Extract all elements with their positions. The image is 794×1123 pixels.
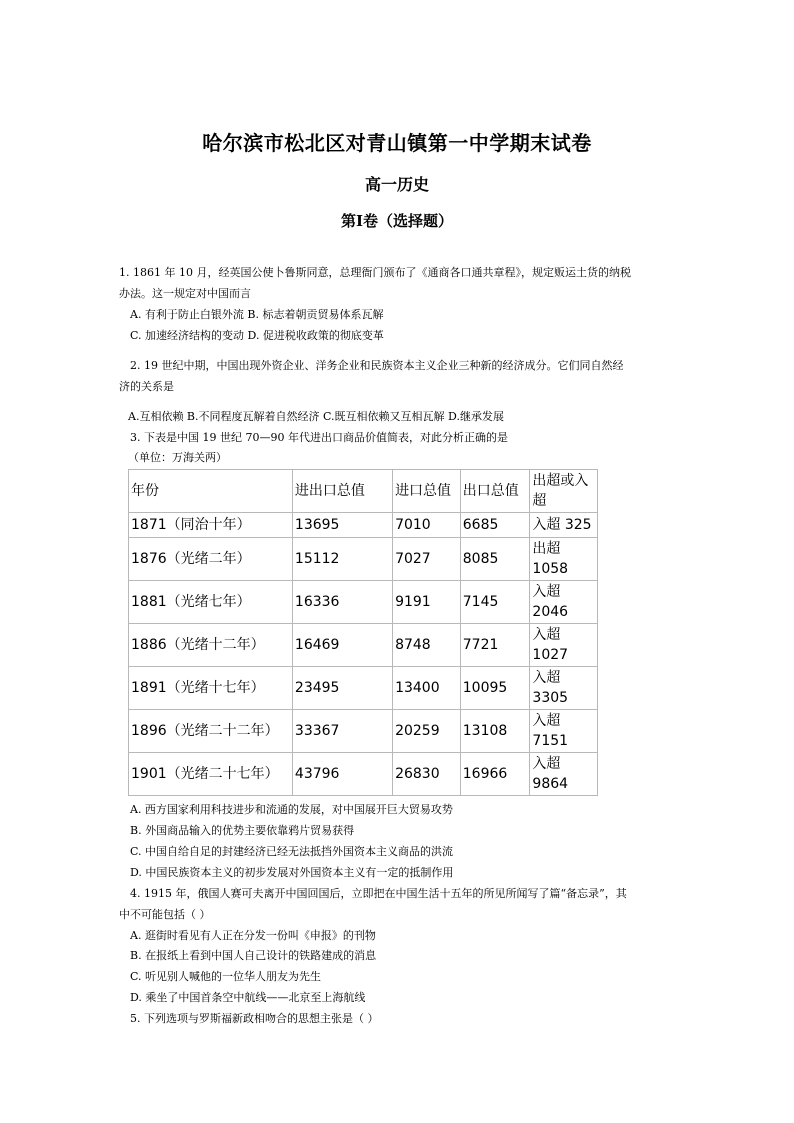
trade-value-table [128,469,598,796]
question-3-option-a: A. 西方国家利用科技进步和流通的发展，对中国展开巨大贸易攻势 [130,803,453,816]
table-row [129,667,598,710]
question-3-unit: （单位：万海关两） [128,451,227,464]
cell-export: 10095 [460,667,530,710]
cell-balance: 入超 7151 [530,710,598,753]
header-balance: 出超或入超 [530,470,598,513]
cell-total: 33367 [292,710,392,753]
cell-import: 26830 [393,753,461,796]
question-3-option-d: D. 中国民族资本主义的初步发展对外国资本主义有一定的抵制作用 [130,866,454,879]
cell-import: 9191 [393,581,461,624]
question-4-line-1: 4. 1915 年，俄国人赛可夫离开中国回国后，立即把在中国生活十五年的所见所闻写了篇“备忘录”，其 [130,887,627,900]
subject-title: 高一历史 [364,175,429,194]
cell-export: 6685 [460,513,530,538]
cell-balance: 入超 325 [530,513,598,538]
cell-year: 1881（光绪七年） [129,581,293,624]
cell-year: 1871（同治十年） [129,513,293,538]
cell-import: 7027 [393,538,461,581]
cell-total: 16336 [292,581,392,624]
header-export: 出口总值 [460,470,530,513]
question-4-option-b: B. 在报纸上看到中国人自己设计的铁路建成的消息 [130,949,377,962]
cell-export: 13108 [460,710,530,753]
question-1-line-1: 1. 1861 年 10 月，经英国公使卜鲁斯同意，总理衙门颁布了《通商各口通共章程》，规定贩运土货的纳税 [119,266,631,279]
question-2-line-2: 济的关系是 [119,380,174,393]
question-3-option-c: C. 中国自给自足的封建经济已经无法抵挡外国资本主义商品的洪流 [130,845,454,858]
cell-balance: 入超 9864 [530,753,598,796]
question-1-options-ab: A. 有利于防止白银外流 B. 标志着朝贡贸易体系瓦解 [130,308,384,321]
table-row [129,753,598,796]
exam-title: 哈尔滨市松北区对青山镇第一中学期末试卷 [202,131,592,155]
question-2-line-1: 2. 19 世纪中期，中国出现外资企业、洋务企业和民族资本主义企业三种新的经济成分。它们同自然经 [130,359,624,372]
question-1-line-2: 办法。这一规定对中国而言 [119,287,251,300]
table-row [129,581,598,624]
table-row [129,624,598,667]
question-4-line-2: 中不可能包括（ ） [119,908,211,921]
cell-import: 20259 [393,710,461,753]
cell-balance: 出超 1058 [530,538,598,581]
question-4-option-c: C. 听见别人喊他的一位华人朋友为先生 [130,970,322,983]
cell-import: 7010 [393,513,461,538]
cell-total: 15112 [292,538,392,581]
question-1-options-cd: C. 加速经济结构的变动 D. 促进税收政策的彻底变革 [130,329,384,342]
cell-year: 1891（光绪十七年） [129,667,293,710]
table-header-row [129,470,598,513]
cell-year: 1901（光绪二十七年） [129,753,293,796]
question-4-option-d: D. 乘坐了中国首条空中航线——北京至上海航线 [130,991,366,1004]
question-3-line-1: 3. 下表是中国 19 世纪 70—90 年代进出口商品价值简表，对此分析正确的是 [130,431,508,444]
cell-export: 7721 [460,624,530,667]
cell-export: 16966 [460,753,530,796]
table-row [129,538,598,581]
cell-export: 7145 [460,581,530,624]
cell-balance: 入超 3305 [530,667,598,710]
table-row [129,513,598,538]
section-title: 第Ⅰ卷（选择题） [340,212,454,230]
cell-balance: 入超 2046 [530,581,598,624]
question-4-option-a: A. 逛街时看见有人正在分发一份叫《申报》的刊物 [130,929,376,942]
header-year: 年份 [129,470,293,513]
cell-import: 13400 [393,667,461,710]
question-5-line-1: 5. 下列选项与罗斯福新政相吻合的思想主张是（ ） [130,1012,379,1025]
cell-year: 1876（光绪二年） [129,538,293,581]
cell-total: 43796 [292,753,392,796]
cell-total: 16469 [292,624,392,667]
cell-total: 23495 [292,667,392,710]
cell-year: 1886（光绪十二年） [129,624,293,667]
header-total: 进出口总值 [292,470,392,513]
cell-export: 8085 [460,538,530,581]
question-2-options: A.互相依赖 B.不同程度瓦解着自然经济 C.既互相依赖又互相瓦解 D.继承发展 [128,410,504,423]
cell-balance: 入超 1027 [530,624,598,667]
cell-import: 8748 [393,624,461,667]
header-import: 进口总值 [393,470,461,513]
table-row [129,710,598,753]
cell-total: 13695 [292,513,392,538]
cell-year: 1896（光绪二十二年） [129,710,293,753]
question-3-option-b: B. 外国商品输入的优势主要依靠鸦片贸易获得 [130,824,355,837]
